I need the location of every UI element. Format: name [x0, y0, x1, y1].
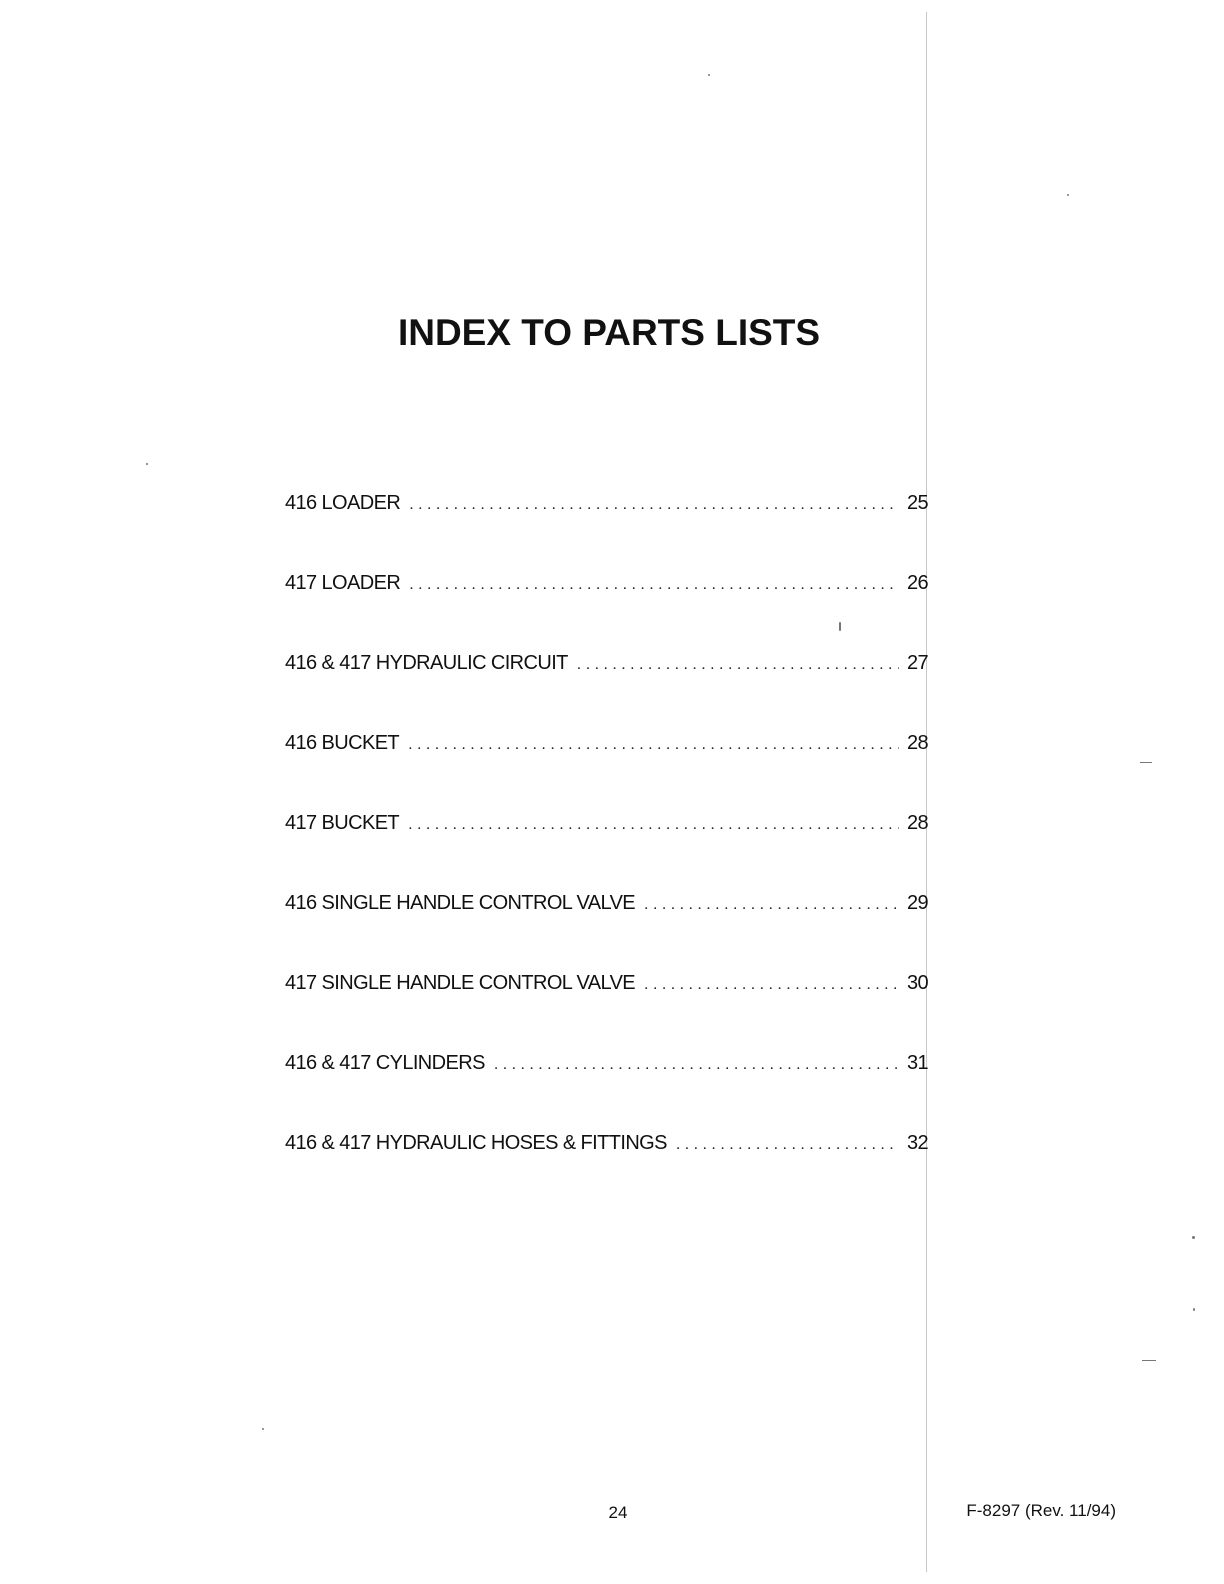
page-title: INDEX TO PARTS LISTS [397, 312, 821, 353]
dot-leader [408, 816, 899, 834]
footer-page-number: 24 [608, 1503, 628, 1522]
dot-leader [408, 736, 899, 754]
dot-leader [676, 1136, 899, 1154]
index-entry-page: 28 [907, 732, 929, 754]
dot-leader [409, 576, 899, 594]
index-entry-label: 417 LOADER [285, 572, 401, 594]
scan-speck [708, 74, 710, 76]
scan-speck [1067, 194, 1069, 196]
index-entry-page: 31 [907, 1052, 929, 1074]
parts-index-list [285, 492, 937, 1212]
scan-speck [262, 1428, 264, 1430]
index-entry [285, 572, 937, 652]
dot-leader [577, 656, 899, 674]
dot-leader [494, 1056, 899, 1074]
index-entry [285, 1132, 937, 1212]
index-entry-page: 25 [907, 492, 929, 514]
scan-speck [839, 622, 841, 631]
index-entry-label: 416 & 417 HYDRAULIC CIRCUIT [285, 652, 568, 674]
footer-document-code: F-8297 (Rev. 11/94) [966, 1501, 1116, 1520]
index-entry [285, 812, 937, 892]
scan-speck [1142, 1360, 1156, 1361]
index-entry [285, 972, 937, 1052]
scan-speck [146, 463, 148, 465]
index-entry-page: 30 [907, 972, 929, 994]
index-entry-label: 417 SINGLE HANDLE CONTROL VALVE [285, 972, 636, 994]
index-entry-label: 416 BUCKET [285, 732, 400, 754]
index-entry [285, 1052, 937, 1132]
dot-leader [409, 496, 899, 514]
index-entry-label: 416 & 417 HYDRAULIC HOSES & FITTINGS [285, 1132, 667, 1154]
index-entry [285, 492, 937, 572]
index-entry-page: 29 [907, 892, 929, 914]
index-entry-page: 32 [907, 1132, 929, 1154]
dot-leader [644, 976, 899, 994]
index-entry-page: 28 [907, 812, 929, 834]
scan-speck [1193, 1308, 1195, 1311]
index-entry-label: 416 LOADER [285, 492, 401, 514]
index-entry [285, 732, 937, 812]
index-entry [285, 892, 937, 972]
index-entry-label: 417 BUCKET [285, 812, 400, 834]
index-entry-label: 416 & 417 CYLINDERS [285, 1052, 485, 1074]
dot-leader [644, 896, 899, 914]
index-entry [285, 652, 937, 732]
index-entry-page: 27 [907, 652, 929, 674]
index-entry-page: 26 [907, 572, 929, 594]
scan-speck [1192, 1236, 1195, 1239]
scan-speck [1140, 762, 1152, 763]
index-entry-label: 416 SINGLE HANDLE CONTROL VALVE [285, 892, 636, 914]
